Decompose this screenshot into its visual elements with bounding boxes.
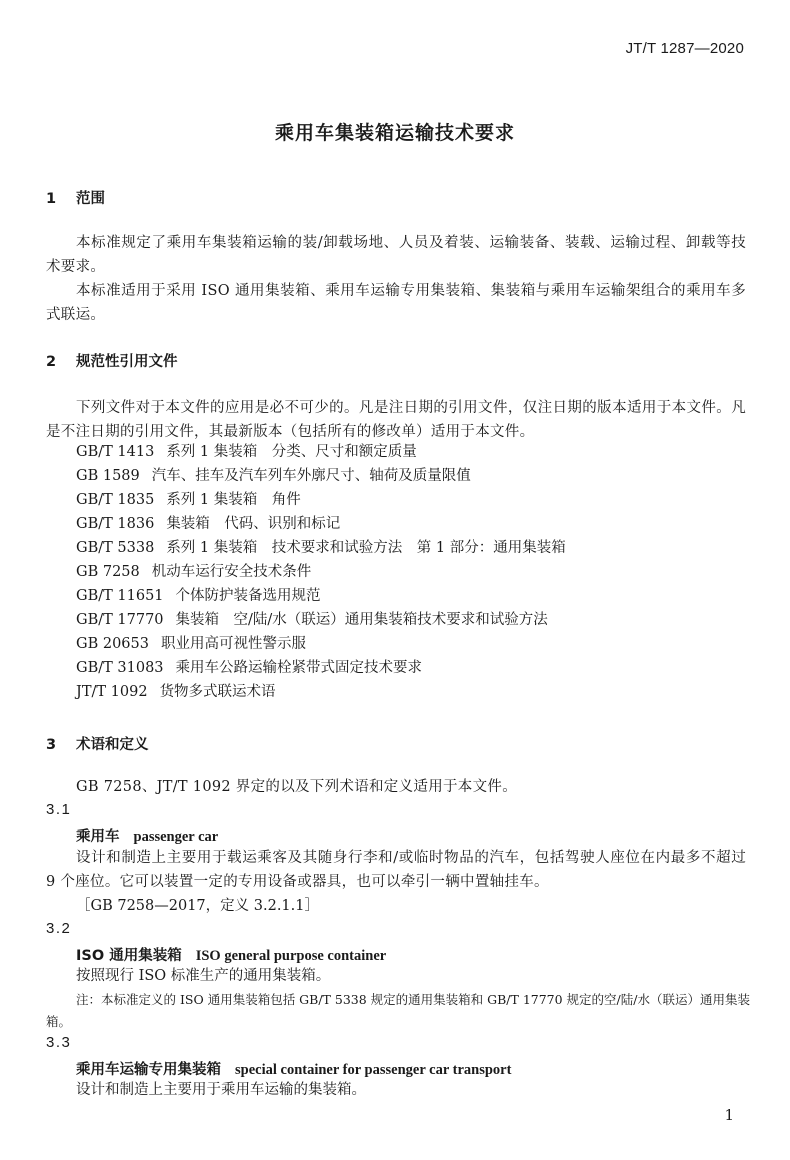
reference-title: 职业用高可视性警示服 (160, 636, 306, 652)
reference-item (76, 512, 566, 536)
term-definition: 设计和制造上主要用于乘用车运输的集装箱。 (76, 1082, 366, 1098)
term-cn: ISO 通用集装箱 (76, 948, 182, 964)
section-number: 2 (46, 354, 57, 370)
reference-title: 系列 1 集装箱 分类、尺寸和额定质量 (166, 444, 417, 460)
section-title: 规范性引用文件 (76, 354, 178, 370)
page-number: 1 (724, 1106, 734, 1124)
reference-code: GB/T 1835 (76, 492, 155, 508)
section-heading-scope (46, 187, 105, 208)
reference-item (76, 632, 566, 656)
term-en: passenger car (133, 829, 219, 845)
section-heading-normative-references (46, 350, 178, 371)
reference-list (76, 440, 566, 704)
clause-number: 3.3 (46, 1034, 72, 1051)
term-en: special container for passenger car transport (235, 1062, 512, 1078)
section-title: 范围 (76, 191, 105, 207)
reference-code: GB 20653 (76, 636, 149, 652)
terms-intro: GB 7258、JT/T 1092 界定的以及下列术语和定义适用于本文件。 (76, 779, 518, 795)
reference-item (76, 464, 566, 488)
term-heading (76, 825, 218, 846)
term-note: 注：本标准定义的 ISO 通用集装箱包括 GB/T 5338 规定的通用集装箱和 GB/T 17770 规定的空/陆/水（联运）通用集装箱。 (46, 992, 750, 1029)
reference-code: GB/T 11651 (76, 588, 164, 604)
reference-item (76, 536, 566, 560)
reference-title: 集装箱 代码、识别和标记 (166, 516, 341, 532)
reference-code: GB 1589 (76, 468, 140, 484)
reference-item (76, 488, 566, 512)
section-number: 1 (46, 191, 57, 207)
term-definition: 设计和制造上主要用于载运乘客及其随身行李和/或临时物品的汽车，包括驾驶人座位在内最多不超过 9 个座位。它可以装置一定的专用设备或器具，也可以牵引一辆中置轴挂车。 (46, 850, 746, 890)
reference-title: 集装箱 空/陆/水（联运）通用集装箱技术要求和试验方法 (175, 612, 548, 628)
term-source: ［GB 7258—2017，定义 3.2.1.1］ (76, 898, 319, 914)
term-heading (76, 944, 386, 965)
section-heading-terms (46, 733, 149, 754)
standard-code: JT/T 1287—2020 (625, 40, 744, 57)
reference-item (76, 608, 566, 632)
section-number: 3 (46, 737, 57, 753)
reference-title: 机动车运行安全技术条件 (151, 564, 312, 580)
reference-code: GB/T 1836 (76, 516, 155, 532)
reference-code: GB/T 17770 (76, 612, 164, 628)
reference-item (76, 656, 566, 680)
document-title: 乘用车集装箱运输技术要求 (274, 122, 515, 144)
reference-title: 汽车、挂车及汽车列车外廓尺寸、轴荷及质量限值 (151, 468, 471, 484)
clause-number: 3.2 (46, 920, 72, 937)
clause-number: 3.1 (46, 801, 72, 818)
reference-title: 乘用车公路运输栓紧带式固定技术要求 (175, 660, 423, 676)
reference-title: 货物多式联运术语 (159, 684, 276, 700)
term-heading (76, 1058, 511, 1079)
term-cn: 乘用车 (76, 829, 120, 845)
reference-item (76, 680, 566, 704)
references-intro: 下列文件对于本文件的应用是必不可少的。凡是注日期的引用文件，仅注日期的版本适用于本文件。凡是不注日期的引用文件，其最新版本（包括所有的修改单）适用于本文件。 (46, 400, 746, 440)
scope-paragraph-2: 本标准适用于采用 ISO 通用集装箱、乘用车运输专用集装箱、集装箱与乘用车运输架组合的乘用车多式联运。 (46, 283, 746, 323)
term-definition: 按照现行 ISO 标准生产的通用集装箱。 (76, 968, 331, 984)
section-title: 术语和定义 (76, 737, 149, 753)
reference-code: GB/T 5338 (76, 540, 155, 556)
reference-code: GB/T 31083 (76, 660, 164, 676)
reference-code: GB/T 1413 (76, 444, 155, 460)
reference-code: JT/T 1092 (76, 684, 148, 700)
reference-item (76, 560, 566, 584)
reference-title: 系列 1 集装箱 技术要求和试验方法 第 1 部分：通用集装箱 (166, 540, 566, 556)
reference-item (76, 584, 566, 608)
reference-title: 个体防护装备选用规范 (175, 588, 321, 604)
term-en: ISO general purpose container (195, 948, 387, 964)
term-cn: 乘用车运输专用集装箱 (76, 1062, 221, 1078)
reference-code: GB 7258 (76, 564, 140, 580)
reference-item (76, 440, 566, 464)
scope-paragraph-1: 本标准规定了乘用车集装箱运输的装/卸载场地、人员及着装、运输装备、装载、运输过程、卸载等技术要求。 (46, 235, 746, 275)
reference-title: 系列 1 集装箱 角件 (166, 492, 301, 508)
